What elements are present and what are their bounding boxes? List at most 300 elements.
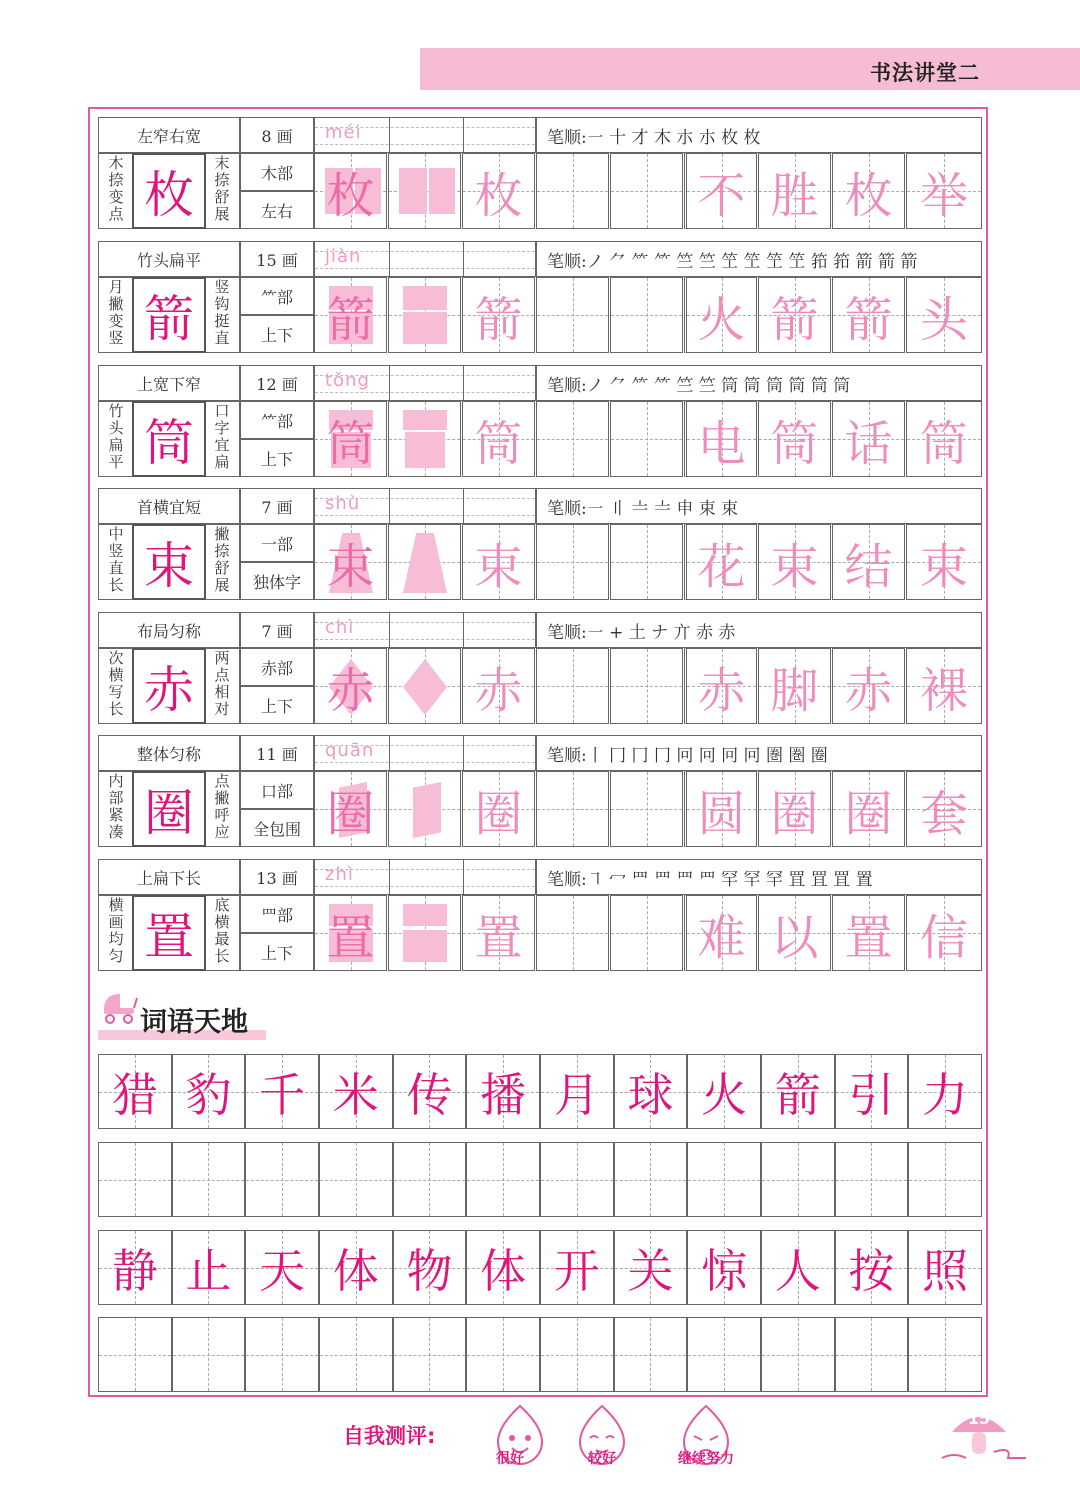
writing-tip: 左窄右宽 (98, 117, 240, 153)
right-note (212, 650, 232, 718)
practice-cell[interactable] (245, 1142, 319, 1217)
face-label: 继续努力 (678, 1451, 734, 1467)
word-cell[interactable] (906, 771, 982, 847)
trace-cell-light[interactable] (462, 771, 535, 847)
word-character: 引 (848, 1067, 895, 1122)
word-character: 开 (553, 1243, 600, 1298)
practice-cell[interactable] (610, 771, 683, 847)
word-cell[interactable] (832, 648, 905, 724)
note-char: 次 (108, 649, 124, 667)
trace-cell[interactable] (314, 401, 387, 477)
word-cell[interactable] (758, 648, 831, 724)
character-block (98, 859, 982, 971)
word-character: 传 (406, 1067, 453, 1122)
right-note (212, 526, 232, 594)
word-cell[interactable] (687, 1054, 761, 1129)
writing-tip: 布局匀称 (98, 612, 240, 648)
word-character: 圈 (844, 785, 893, 842)
practice-cell[interactable] (98, 1317, 172, 1392)
word-character: 圆 (697, 785, 746, 842)
radical: 一部 (240, 524, 314, 562)
word-cell[interactable] (466, 1230, 540, 1305)
word-character: 结 (844, 538, 893, 595)
note-char: 变 (108, 188, 124, 206)
word-cell[interactable] (832, 277, 905, 353)
word-row-2-empty (98, 1142, 982, 1217)
structure-diagram (388, 771, 461, 847)
character-block (98, 735, 982, 847)
practice-cell[interactable] (466, 1317, 540, 1392)
character-block (98, 488, 982, 600)
pinyin: méi (325, 122, 362, 143)
word-character: 头 (919, 291, 968, 348)
character-block (98, 612, 982, 724)
word-cell[interactable] (832, 771, 905, 847)
word-cell[interactable] (906, 401, 982, 477)
word-character: 信 (919, 909, 968, 966)
note-char: 木 (108, 154, 124, 172)
note-char: 内 (108, 772, 124, 790)
writing-tip: 首横宜短 (98, 488, 240, 524)
word-cell[interactable] (684, 771, 757, 847)
note-char: 凑 (108, 823, 124, 841)
word-cell[interactable] (540, 1230, 614, 1305)
word-character: 体 (480, 1243, 527, 1298)
pinyin: shù (325, 493, 361, 514)
model-character-box (132, 771, 206, 847)
note-char: 宜 (214, 436, 230, 454)
left-note (106, 526, 126, 594)
trace-cell[interactable] (314, 771, 387, 847)
word-cell[interactable] (906, 153, 982, 229)
stroke-count: 12 画 (240, 365, 314, 401)
word-cell[interactable] (393, 1230, 467, 1305)
trace-character: 赤 (326, 662, 375, 719)
note-char: 舒 (214, 559, 230, 577)
pinyin: quān (325, 740, 375, 761)
word-character: 不 (697, 167, 746, 224)
word-character: 圈 (770, 785, 819, 842)
note-char: 长 (108, 576, 124, 594)
face-label: 较好 (588, 1451, 616, 1467)
pinyin: chì (325, 617, 355, 638)
character-block (98, 117, 982, 229)
note-char: 长 (108, 700, 124, 718)
section-title: 词语天地 (140, 1007, 248, 1038)
note-char: 平 (108, 453, 124, 471)
structure: 全包围 (240, 809, 314, 847)
practice-cell[interactable] (761, 1142, 835, 1217)
model-character: 圈 (144, 784, 194, 842)
note-char: 舒 (214, 188, 230, 206)
practice-cell[interactable] (614, 1142, 688, 1217)
writing-tip: 整体匀称 (98, 735, 240, 771)
note-char: 紧 (108, 806, 124, 824)
word-cell[interactable] (245, 1230, 319, 1305)
practice-cell[interactable] (908, 1317, 982, 1392)
stroller-icon (100, 988, 138, 1026)
word-cell[interactable] (684, 401, 757, 477)
word-cell[interactable] (172, 1230, 246, 1305)
stroke-order: 笔顺:ノ ⺈ ⺮ ⺮ 竺 竺 笁 笁 笁 笁 筘 筘 箭 箭 箭 (536, 241, 982, 277)
word-character: 脚 (770, 662, 819, 719)
word-character: 天 (259, 1243, 306, 1298)
word-character: 静 (111, 1243, 158, 1298)
trace-character-light: 圈 (474, 785, 523, 842)
word-cell[interactable] (832, 153, 905, 229)
practice-cell[interactable] (466, 1142, 540, 1217)
note-char: 末 (214, 154, 230, 172)
word-character: 火 (697, 291, 746, 348)
stroke-order: 笔顺:ノ ⺈ ⺮ ⺮ 竺 竺 筒 筒 筒 筒 筒 筒 (536, 365, 982, 401)
word-character: 束 (919, 538, 968, 595)
note-char: 最 (214, 930, 230, 948)
word-cell[interactable] (758, 277, 831, 353)
trace-character: 束 (326, 538, 375, 595)
note-char: 部 (108, 789, 124, 807)
note-char: 横 (108, 666, 124, 684)
word-cell[interactable] (832, 401, 905, 477)
practice-cell[interactable] (610, 895, 683, 971)
note-char: 头 (108, 419, 124, 437)
trace-cell-light[interactable] (462, 648, 535, 724)
word-character: 米 (332, 1067, 379, 1122)
word-cell[interactable] (687, 1230, 761, 1305)
word-cell[interactable] (684, 153, 757, 229)
practice-cell[interactable] (536, 401, 609, 477)
practice-cell[interactable] (536, 153, 609, 229)
word-character: 赤 (844, 662, 893, 719)
note-char: 展 (214, 576, 230, 594)
note-char: 字 (214, 419, 230, 437)
word-cell[interactable] (906, 277, 982, 353)
practice-cell[interactable] (687, 1142, 761, 1217)
practice-cell[interactable] (536, 648, 609, 724)
note-char: 对 (214, 700, 230, 718)
structure-diagram (388, 895, 461, 971)
practice-cell[interactable] (172, 1317, 246, 1392)
practice-cell[interactable] (614, 1317, 688, 1392)
note-char: 匀 (108, 947, 124, 965)
structure-diagram (388, 524, 461, 600)
note-char: 均 (108, 930, 124, 948)
note-char: 撇 (108, 295, 124, 313)
word-character: 力 (922, 1067, 969, 1122)
note-char: 变 (108, 312, 124, 330)
practice-cell[interactable] (172, 1142, 246, 1217)
word-character: 束 (770, 538, 819, 595)
note-char: 钩 (214, 295, 230, 313)
note-char: 竖 (108, 542, 124, 560)
practice-cell[interactable] (908, 1142, 982, 1217)
stroke-order: 笔顺:㇐ + 土 ナ 亣 赤 赤 (536, 612, 982, 648)
model-character-box (132, 524, 206, 600)
structure-diagram (388, 277, 461, 353)
note-char: 扁 (214, 453, 230, 471)
practice-cell[interactable] (536, 277, 609, 353)
trace-cell-light[interactable] (462, 895, 535, 971)
pinyin-cell (314, 488, 536, 524)
pinyin-cell (314, 612, 536, 648)
header-band (420, 48, 1080, 90)
model-character: 赤 (144, 661, 194, 719)
practice-cell[interactable] (540, 1142, 614, 1217)
practice-cell[interactable] (835, 1142, 909, 1217)
word-cell[interactable] (908, 1054, 982, 1129)
stroke-order: 笔顺:㇕ 冖 罒 罒 罒 罒 罕 罕 罕 罝 罝 罝 置 (536, 859, 982, 895)
word-cell[interactable] (758, 153, 831, 229)
model-character: 置 (144, 908, 194, 966)
note-char: 呼 (214, 806, 230, 824)
radical: ⺮部 (240, 277, 314, 315)
model-character: 箭 (144, 290, 194, 348)
trace-character: 圈 (326, 785, 375, 842)
trace-character: 枚 (326, 167, 375, 224)
trace-character: 筒 (326, 415, 375, 472)
note-char: 底 (214, 896, 230, 914)
writing-tip: 上扁下长 (98, 859, 240, 895)
word-character: 难 (697, 909, 746, 966)
trace-cell[interactable] (314, 648, 387, 724)
practice-cell[interactable] (98, 1142, 172, 1217)
word-row-3 (98, 1230, 982, 1305)
note-char: 扁 (108, 436, 124, 454)
word-character: 话 (844, 415, 893, 472)
character-block (98, 365, 982, 477)
note-char: 画 (108, 913, 124, 931)
word-cell[interactable] (832, 895, 905, 971)
trace-character-light: 枚 (474, 167, 523, 224)
model-character-box (132, 401, 206, 477)
word-cell[interactable] (908, 1230, 982, 1305)
word-cell[interactable] (98, 1230, 172, 1305)
radical: 口部 (240, 771, 314, 809)
word-character: 以 (770, 909, 819, 966)
word-character: 按 (848, 1243, 895, 1298)
model-character-box (132, 153, 206, 229)
trace-cell[interactable] (314, 524, 387, 600)
word-cell[interactable] (393, 1054, 467, 1129)
radical: 罒部 (240, 895, 314, 933)
note-char: 两 (214, 649, 230, 667)
page-title: 书法讲堂二 (870, 61, 980, 85)
model-character: 束 (144, 537, 194, 595)
word-cell[interactable] (245, 1054, 319, 1129)
note-char: 中 (108, 525, 124, 543)
word-cell[interactable] (684, 277, 757, 353)
practice-cell[interactable] (536, 524, 609, 600)
word-cell[interactable] (758, 771, 831, 847)
note-char: 点 (108, 205, 124, 223)
note-char: 口 (214, 402, 230, 420)
note-char: 横 (108, 896, 124, 914)
word-cell[interactable] (684, 524, 757, 600)
practice-cell[interactable] (761, 1317, 835, 1392)
practice-cell[interactable] (610, 277, 683, 353)
word-cell[interactable] (684, 648, 757, 724)
word-character: 照 (922, 1243, 969, 1298)
word-cell[interactable] (758, 524, 831, 600)
word-character: 箭 (770, 291, 819, 348)
word-character: 止 (185, 1243, 232, 1298)
structure: 独体字 (240, 562, 314, 600)
structure-diagram (388, 153, 461, 229)
stroke-order: 笔顺:㇐ 〢 〧 〧 申 束 束 (536, 488, 982, 524)
word-row-1 (98, 1054, 982, 1129)
note-char: 点 (214, 772, 230, 790)
word-character: 惊 (701, 1243, 748, 1298)
practice-cell[interactable] (536, 771, 609, 847)
pinyin-cell (314, 735, 536, 771)
left-note (106, 403, 126, 471)
practice-cell[interactable] (540, 1317, 614, 1392)
practice-cell[interactable] (610, 648, 683, 724)
word-character: 置 (844, 909, 893, 966)
practice-cell[interactable] (393, 1317, 467, 1392)
right-note (212, 897, 232, 965)
word-cell[interactable] (319, 1230, 393, 1305)
word-cell[interactable] (614, 1054, 688, 1129)
word-cell[interactable] (906, 895, 982, 971)
radical: 赤部 (240, 648, 314, 686)
word-character: 裸 (919, 662, 968, 719)
pinyin-cell (314, 365, 536, 401)
note-char: 直 (108, 559, 124, 577)
character-block (98, 241, 982, 353)
note-char: 撇 (214, 525, 230, 543)
stroke-count: 15 画 (240, 241, 314, 277)
word-character: 人 (774, 1243, 821, 1298)
trace-character-light: 筒 (474, 415, 523, 472)
structure-diagram (388, 401, 461, 477)
practice-cell[interactable] (319, 1317, 393, 1392)
right-note (212, 279, 232, 347)
trace-cell-light[interactable] (462, 524, 535, 600)
practice-cell[interactable] (610, 153, 683, 229)
word-cell[interactable] (758, 401, 831, 477)
stroke-order: 笔顺:丨 冂 冂 冂 冋 冋 冋 冋 圏 圏 圈 (536, 735, 982, 771)
word-character: 豹 (185, 1067, 232, 1122)
word-character: 球 (627, 1067, 674, 1122)
stroke-count: 13 画 (240, 859, 314, 895)
word-cell[interactable] (832, 524, 905, 600)
note-char: 写 (108, 683, 124, 701)
practice-cell[interactable] (610, 524, 683, 600)
word-character: 箭 (844, 291, 893, 348)
trace-character-light: 赤 (474, 662, 523, 719)
word-cell[interactable] (98, 1054, 172, 1129)
word-cell[interactable] (835, 1230, 909, 1305)
self-evaluation-label: 自我测评: (343, 1424, 436, 1448)
word-character: 关 (627, 1243, 674, 1298)
practice-cell[interactable] (687, 1317, 761, 1392)
trace-cell[interactable] (314, 895, 387, 971)
writing-tip: 上宽下窄 (98, 365, 240, 401)
word-cell[interactable] (835, 1054, 909, 1129)
word-cell[interactable] (614, 1230, 688, 1305)
trace-character-light: 置 (474, 909, 523, 966)
stroke-count: 7 画 (240, 488, 314, 524)
practice-cell[interactable] (610, 401, 683, 477)
word-character: 赤 (697, 662, 746, 719)
word-cell[interactable] (906, 648, 982, 724)
pinyin: tǒng (325, 370, 370, 391)
word-character: 千 (259, 1067, 306, 1122)
word-cell[interactable] (758, 895, 831, 971)
note-char: 横 (214, 913, 230, 931)
note-char: 月 (108, 278, 124, 296)
trace-cell-light[interactable] (462, 401, 535, 477)
model-character: 枚 (144, 166, 194, 224)
word-cell[interactable] (684, 895, 757, 971)
stroke-count: 11 画 (240, 735, 314, 771)
model-character-box (132, 895, 206, 971)
practice-cell[interactable] (245, 1317, 319, 1392)
word-character: 枚 (844, 167, 893, 224)
word-cell[interactable] (172, 1054, 246, 1129)
model-character-box (132, 648, 206, 724)
note-char: 捺 (108, 171, 124, 189)
structure: 上下 (240, 315, 314, 353)
pinyin-cell (314, 859, 536, 895)
trace-cell[interactable] (314, 153, 387, 229)
word-character: 火 (701, 1067, 748, 1122)
writing-tip: 竹头扁平 (98, 241, 240, 277)
word-cell[interactable] (761, 1054, 835, 1129)
left-note (106, 897, 126, 965)
stroke-order: 笔顺:㇐ 十 才 木 朩 朩 枚 枚 (536, 117, 982, 153)
structure-diagram (388, 648, 461, 724)
note-char: 点 (214, 666, 230, 684)
word-cell[interactable] (466, 1054, 540, 1129)
trace-cell-light[interactable] (462, 153, 535, 229)
practice-cell[interactable] (319, 1142, 393, 1217)
word-cell[interactable] (761, 1230, 835, 1305)
trace-character-light: 箭 (474, 291, 523, 348)
word-character: 物 (406, 1243, 453, 1298)
word-character: 电 (697, 415, 746, 472)
left-note (106, 773, 126, 841)
face-label: 很好 (496, 1451, 524, 1467)
word-cell[interactable] (906, 524, 982, 600)
structure: 上下 (240, 933, 314, 971)
right-note (212, 773, 232, 841)
left-note (106, 650, 126, 718)
word-character: 花 (697, 538, 746, 595)
word-character: 胜 (770, 167, 819, 224)
word-character: 播 (480, 1067, 527, 1122)
radical: ⺮部 (240, 401, 314, 439)
note-char: 撇 (214, 789, 230, 807)
stroke-count: 7 画 (240, 612, 314, 648)
word-cell[interactable] (540, 1054, 614, 1129)
practice-cell[interactable] (393, 1142, 467, 1217)
note-char: 挺 (214, 312, 230, 330)
pinyin-cell (314, 241, 536, 277)
note-char: 竹 (108, 402, 124, 420)
practice-cell[interactable] (835, 1317, 909, 1392)
right-note (212, 403, 232, 471)
note-char: 竖 (214, 278, 230, 296)
note-char: 展 (214, 205, 230, 223)
page-number: 15 (967, 1409, 991, 1428)
trace-cell-light[interactable] (462, 277, 535, 353)
trace-cell[interactable] (314, 277, 387, 353)
note-char: 捺 (214, 542, 230, 560)
word-character: 筒 (770, 415, 819, 472)
word-cell[interactable] (319, 1054, 393, 1129)
practice-cell[interactable] (536, 895, 609, 971)
